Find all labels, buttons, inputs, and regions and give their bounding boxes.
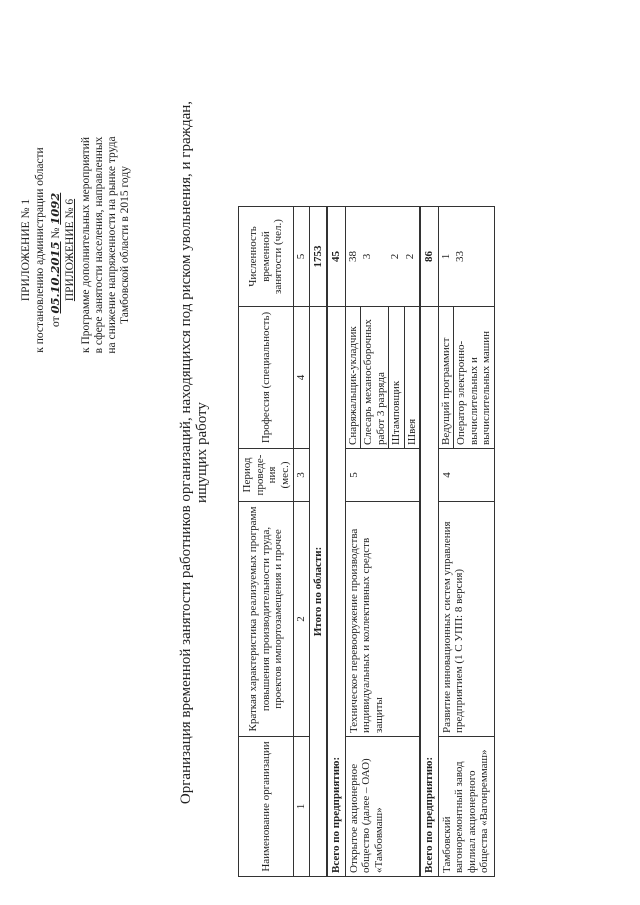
col-number: 5 [294,207,310,307]
header-period: Период проведе-ния (мес.) [239,449,294,502]
org2-program: Развитие инновационных систем управления предприятием (1 С УПП: 8 версия) [438,502,494,737]
handwritten-number: 1092 [48,192,62,225]
org1-period: 5 [345,449,420,502]
region-total-value: 1753 [309,207,327,307]
org2-total-row [420,207,438,877]
org2-row [438,207,494,877]
program-line-1: к Программе дополнительных мероприятий [80,137,92,353]
org2-name: Тамбовский вагоноремонтный завод филиал акционерного общества «Вагонреммаш» [438,737,494,877]
count-item: 1 [439,253,452,260]
count-item: 2 [403,253,416,260]
table-header-row [239,207,294,877]
org1-counts [345,207,420,307]
org2-total-value: 86 [420,207,438,307]
count-item: 33 [454,251,466,262]
column-numbers-row [294,207,310,877]
from-label: от [50,316,62,327]
org2-total-label: Всего по предприятию: [420,307,438,877]
header-organization: Наименование организации [239,737,294,877]
org2-professions [438,307,494,449]
count-item: 2 [389,253,401,260]
profession-item: Снаряжальщик-укладчик [346,307,362,448]
org1-total-row [327,207,345,877]
region-total-label: Итого по области: [309,307,327,877]
org1-name: Открытое акционерное общество (далее – ОАО) «Тамбовмаш» [345,737,420,877]
resolution-date-number [49,193,63,327]
col-number: 3 [294,449,310,502]
employment-table [238,206,495,877]
program-line-3: на снижение напряженности на рынке труда [106,136,118,354]
document-title [178,0,210,905]
header-count: Численность временной занятости (чел.) [239,207,294,307]
appendix-1-heading: ПРИЛОЖЕНИЕ № 1 [20,198,32,302]
handwritten-date: 05.10.2015 [48,241,62,314]
header-program: Краткая характеристика реализуемых программ повышения производительности труда, проектов импортозамещения и прочее [239,502,294,737]
col-number: 4 [294,307,310,449]
resolution-reference: к постановлению администрации области [34,147,46,353]
col-number: 1 [294,737,310,877]
program-line-2: в сфере занятости населения, направленных [93,136,105,354]
org2-counts [438,207,494,307]
profession-item: Оператор электронно-вычислительных и вычислительных машин [455,331,492,445]
profession-item: Штамповщик [389,307,405,448]
profession-item: Слесарь механосборочных работ 3 разряда [361,307,389,448]
count-item: 3 [361,253,373,260]
number-label: № [50,227,62,239]
org1-program: Техническое перевооружение производства индивидуальных и коллективных средств защиты [345,502,420,737]
org1-total-value: 45 [327,207,345,307]
title-line-2: ищущих работу [194,402,210,503]
col-number: 2 [294,502,310,737]
org1-professions [345,307,420,449]
appendix-6-heading: ПРИЛОЖЕНИЕ № 6 [64,198,76,302]
org1-row [345,207,420,877]
org1-total-label: Всего по предприятию: [327,307,345,877]
region-total-row [309,207,327,877]
profession-item: Ведущий программист [439,307,455,448]
program-line-4: Тамбовской области в 2015 году [119,166,131,324]
profession-item: Швея [405,418,418,445]
org2-period: 4 [438,449,494,502]
title-line-1: Организация временной занятости работников организаций, находящихся под риском увольнения, и граждан, [178,100,194,805]
header-profession: Профессия (специальность) [239,307,294,449]
count-item: 38 [346,251,359,262]
